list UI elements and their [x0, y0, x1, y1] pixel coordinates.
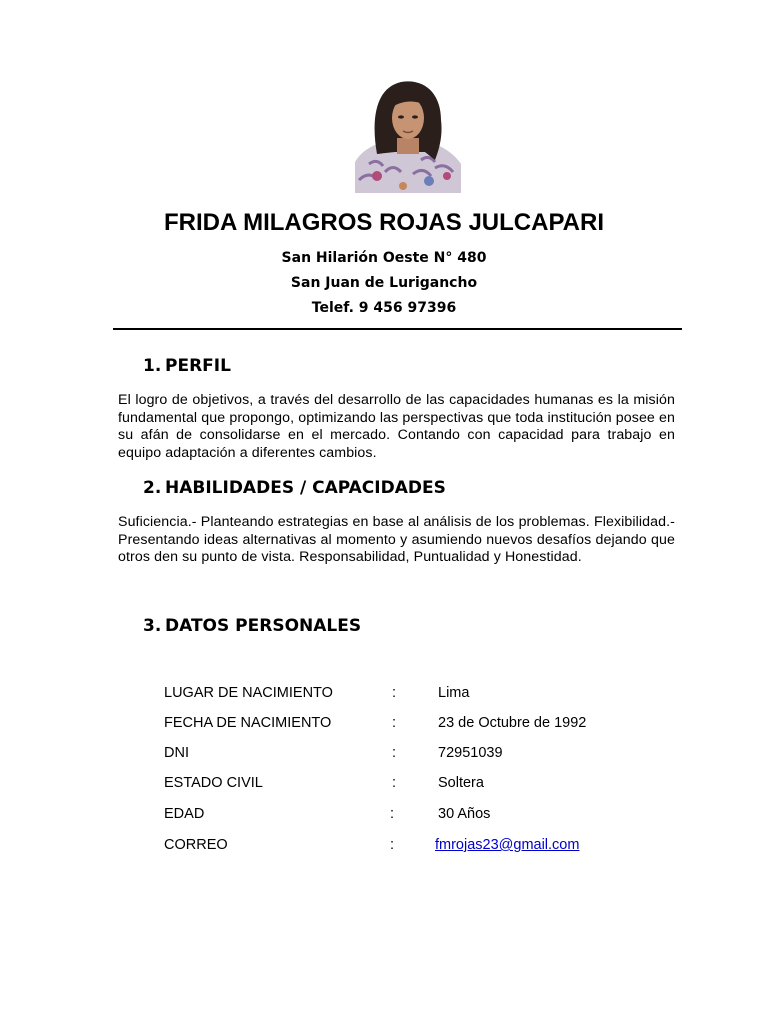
email-link[interactable]: fmrojas23@gmail.com [435, 837, 580, 853]
section-number: 2. [143, 478, 162, 498]
field-label: FECHA DE NACIMIENTO [164, 715, 332, 731]
section-number: 1. [143, 356, 162, 376]
field-value: 72951039 [438, 745, 503, 761]
field-separator: : [392, 775, 397, 791]
section-title: DATOS PERSONALES [165, 616, 362, 636]
field-separator: : [392, 715, 397, 731]
field-label: ESTADO CIVIL [164, 775, 263, 791]
field-label: EDAD [164, 806, 205, 822]
field-label: DNI [164, 745, 189, 761]
habilidades-paragraph: Suficiencia.- Planteando estrategias en base al análisis de los problemas. Flexibilidad.- Presentando ideas alternativas al momento y asumiendo nuevos desafíos dejando que otros den su punto de vista. Responsabilidad, Puntualidad y Honestidad. [118, 514, 675, 566]
phone-number: Telef. 9 456 97396 [311, 300, 457, 316]
section-heading-perfil [143, 355, 231, 377]
section-title: PERFIL [165, 356, 231, 376]
candidate-name: FRIDA MILAGROS ROJAS JULCAPARI [163, 209, 604, 236]
profile-photo [355, 76, 461, 193]
field-label: CORREO [164, 837, 228, 853]
perfil-paragraph: El logro de objetivos, a través del desarrollo de las capacidades humanas es la misión fundamental que propongo, optimizando las perspectivas que toda institución posee en su afán de consolidarse en el mercado. Contando con capacidad para trabajo en equipo adaptación a diferentes cambios. [118, 392, 675, 462]
field-value: Soltera [438, 775, 484, 791]
section-title: HABILIDADES / CAPACIDADES [165, 478, 446, 498]
field-label: LUGAR DE NACIMIENTO [164, 685, 333, 701]
field-value: 23 de Octubre de 1992 [438, 715, 587, 731]
section-heading-habilidades [143, 477, 446, 499]
address-district: San Juan de Lurigancho [290, 275, 478, 291]
field-separator: : [392, 745, 397, 761]
header-divider [113, 328, 682, 330]
section-heading-datos-personales [143, 615, 361, 637]
address-street: San Hilarión Oeste N° 480 [281, 250, 487, 266]
field-value: 30 Años [438, 806, 491, 822]
field-separator: : [392, 685, 397, 701]
field-separator: : [390, 806, 395, 822]
field-value: Lima [438, 685, 470, 701]
field-separator: : [390, 837, 395, 853]
section-number: 3. [143, 616, 162, 636]
